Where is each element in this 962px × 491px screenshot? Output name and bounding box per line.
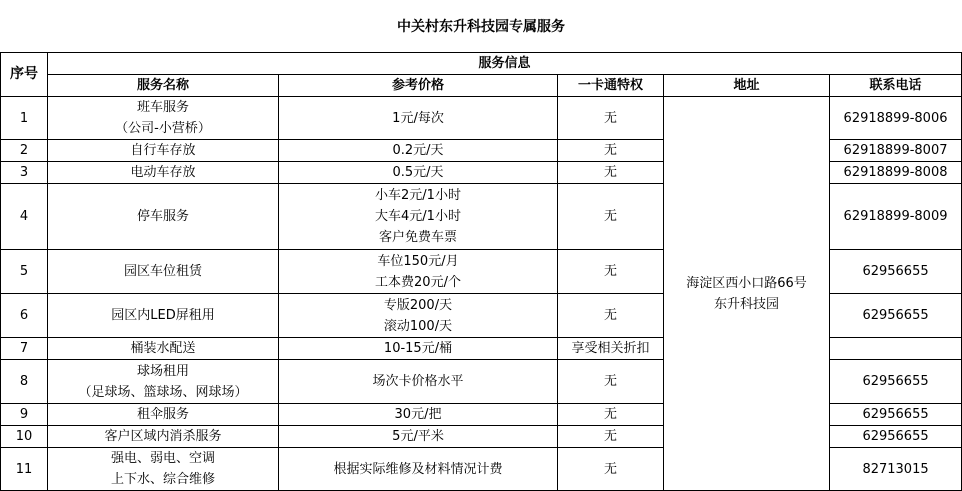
price-cell: 根据实际维修及材料情况计费: [279, 448, 558, 491]
price-cell: 0.2元/天: [279, 140, 558, 162]
card-cell: 无: [558, 140, 664, 162]
card-cell: 无: [558, 162, 664, 184]
card-cell: 无: [558, 184, 664, 250]
table-row: [1, 97, 962, 140]
phone-cell: 82713015: [830, 448, 962, 491]
seq-cell: 9: [1, 404, 48, 426]
card-cell: 无: [558, 250, 664, 294]
name-cell: 停车服务: [48, 184, 279, 250]
price-header: 参考价格: [279, 75, 558, 97]
seq-cell: 8: [1, 360, 48, 404]
card-header: 一卡通特权: [558, 75, 664, 97]
name-cell: 球场租用 （足球场、篮球场、网球场）: [48, 360, 279, 404]
card-cell: 享受相关折扣: [558, 338, 664, 360]
phone-cell: 62918899-8007: [830, 140, 962, 162]
page-title: 中关村东升科技园专属服务: [397, 19, 565, 35]
seq-cell: 10: [1, 426, 48, 448]
card-cell: 无: [558, 404, 664, 426]
card-cell: 无: [558, 426, 664, 448]
name-cell: 桶装水配送: [48, 338, 279, 360]
service-info-header: 服务信息: [48, 53, 962, 75]
name-cell: 客户区域内消杀服务: [48, 426, 279, 448]
price-cell: 30元/把: [279, 404, 558, 426]
seq-cell: 4: [1, 184, 48, 250]
card-cell: 无: [558, 294, 664, 338]
phone-cell: 62918899-8009: [830, 184, 962, 250]
table-body: [1, 97, 962, 491]
seq-cell: 11: [1, 448, 48, 491]
name-cell: 班车服务 （公司-小营桥）: [48, 97, 279, 140]
seq-cell: 1: [1, 97, 48, 140]
name-cell: 园区内LED屏租用: [48, 294, 279, 338]
phone-cell: 62918899-8008: [830, 162, 962, 184]
price-cell: 车位150元/月 工本费20元/个: [279, 250, 558, 294]
name-cell: 电动车存放: [48, 162, 279, 184]
price-cell: 1元/每次: [279, 97, 558, 140]
seq-cell: 3: [1, 162, 48, 184]
phone-cell: 62956655: [830, 250, 962, 294]
phone-cell: 62956655: [830, 294, 962, 338]
seq-cell: 5: [1, 250, 48, 294]
name-cell: 强电、弱电、空调 上下水、综合维修: [48, 448, 279, 491]
phone-cell: 62918899-8006: [830, 97, 962, 140]
phone-cell: [830, 338, 962, 360]
phone-cell: 62956655: [830, 404, 962, 426]
price-cell: 场次卡价格水平: [279, 360, 558, 404]
name-cell: 园区车位租赁: [48, 250, 279, 294]
name-cell: 租伞服务: [48, 404, 279, 426]
name-header: 服务名称: [48, 75, 279, 97]
seq-cell: 6: [1, 294, 48, 338]
price-cell: 0.5元/天: [279, 162, 558, 184]
seq-cell: 2: [1, 140, 48, 162]
price-cell: 5元/平米: [279, 426, 558, 448]
address-cell: 海淀区西小口路66号 东升科技园: [664, 97, 830, 491]
address-header: 地址: [664, 75, 830, 97]
price-cell: 专版200/天 滚动100/天: [279, 294, 558, 338]
phone-header: 联系电话: [830, 75, 962, 97]
card-cell: 无: [558, 448, 664, 491]
card-cell: 无: [558, 97, 664, 140]
card-cell: 无: [558, 360, 664, 404]
name-cell: 自行车存放: [48, 140, 279, 162]
seq-cell: 7: [1, 338, 48, 360]
phone-cell: 62956655: [830, 426, 962, 448]
seq-header: 序号: [1, 53, 48, 97]
service-table: [0, 52, 962, 491]
price-cell: 小车2元/1小时 大车4元/1小时 客户免费车票: [279, 184, 558, 250]
price-cell: 10-15元/桶: [279, 338, 558, 360]
phone-cell: 62956655: [830, 360, 962, 404]
